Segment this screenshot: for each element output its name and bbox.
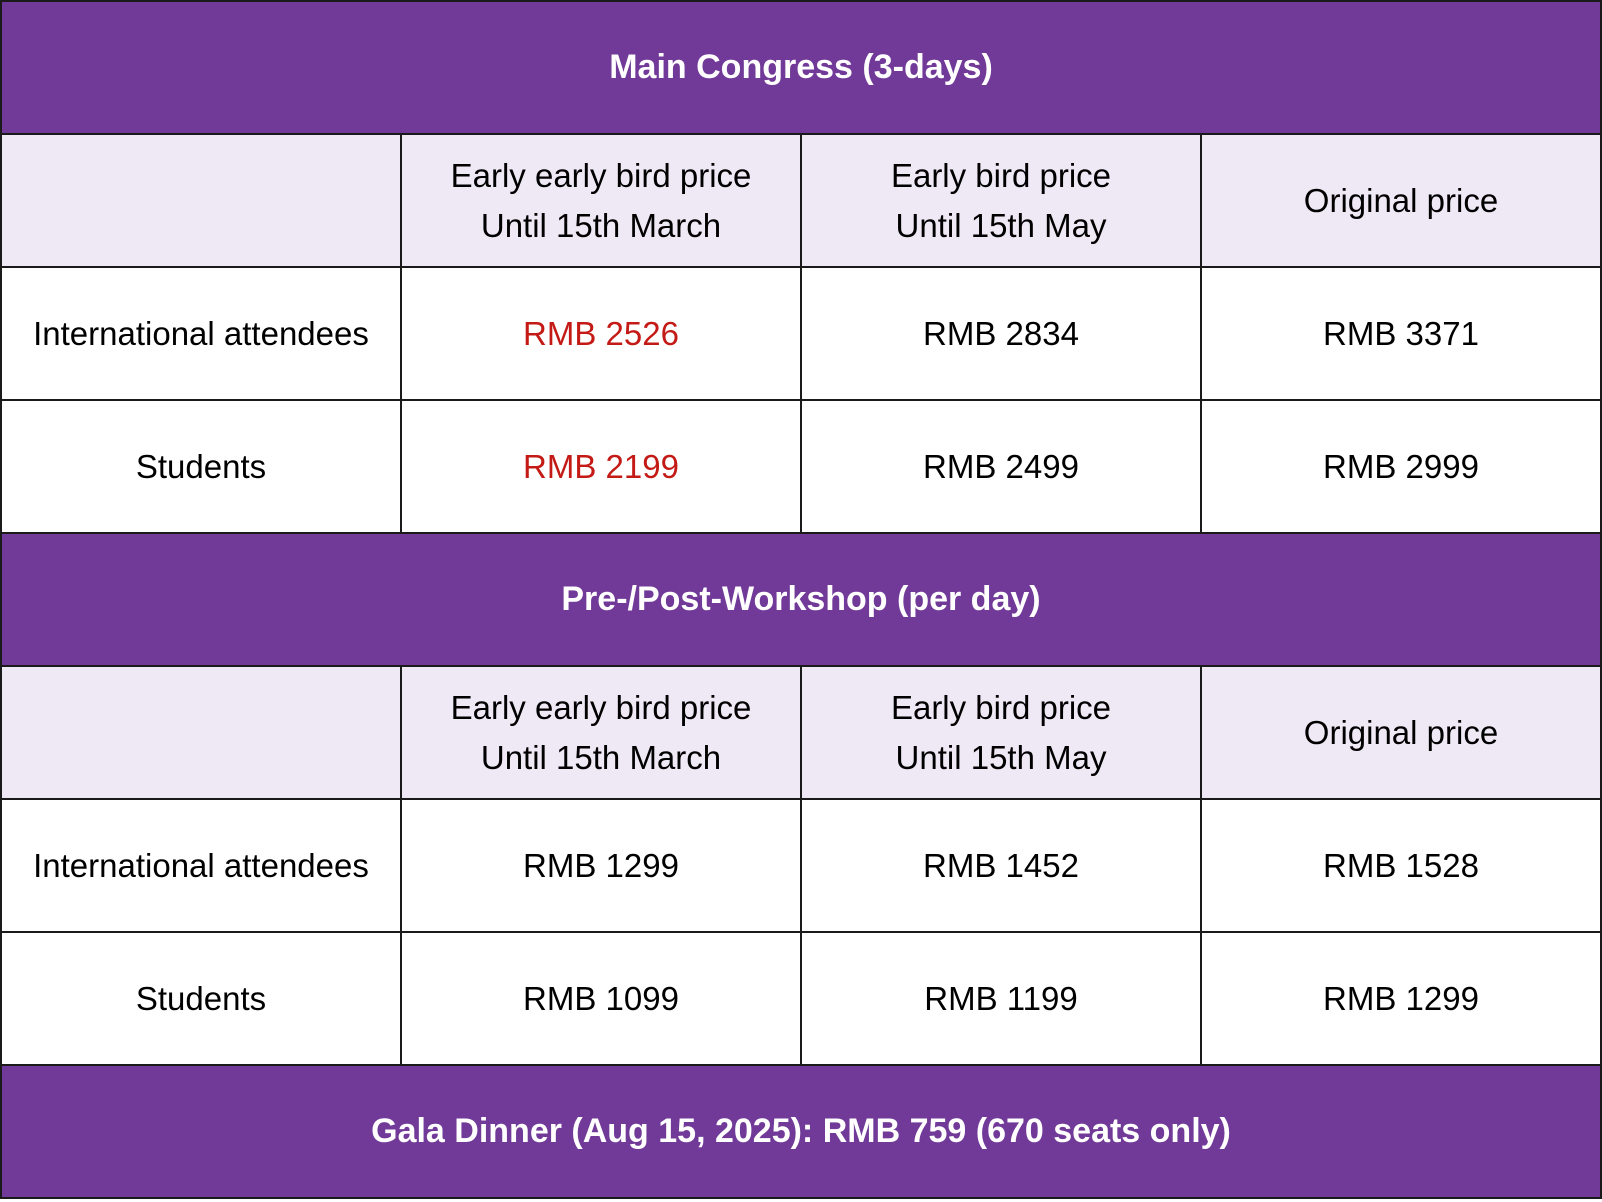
price-cell: RMB 1199 <box>801 932 1201 1065</box>
price-cell: RMB 3371 <box>1201 267 1601 400</box>
header-early-early-bird <box>401 134 801 267</box>
table-row <box>1 267 1601 400</box>
row-label: Students <box>1 400 401 533</box>
price-cell: RMB 2199 <box>401 400 801 533</box>
header-early-early-bird <box>401 666 801 799</box>
row-label: Students <box>1 932 401 1065</box>
gala-dinner-text: Gala Dinner (Aug 15, 2025): RMB 759 (670 seats only) <box>1 1065 1601 1198</box>
gala-dinner-banner <box>1 1065 1601 1198</box>
main-congress-title: Main Congress (3-days) <box>1 1 1601 134</box>
price-cell: RMB 1528 <box>1201 799 1601 932</box>
price-cell: RMB 1299 <box>401 799 801 932</box>
header-deadline: Until 15th May <box>895 206 1107 244</box>
header-empty-cell <box>1 666 401 799</box>
header-deadline: Until 15th March <box>480 738 722 776</box>
price-cell: RMB 2999 <box>1201 400 1601 533</box>
row-label: International attendees <box>1 267 401 400</box>
table-row <box>1 932 1601 1065</box>
header-early-bird <box>801 134 1201 267</box>
header-label: Early early bird price <box>450 689 752 726</box>
price-cell: RMB 1452 <box>801 799 1201 932</box>
workshop-title: Pre-/Post-Workshop (per day) <box>1 533 1601 666</box>
price-cell: RMB 1099 <box>401 932 801 1065</box>
row-label: International attendees <box>1 799 401 932</box>
price-cell: RMB 2526 <box>401 267 801 400</box>
table-row <box>1 799 1601 932</box>
header-original-price: Original price <box>1201 134 1601 267</box>
header-deadline: Until 15th May <box>895 738 1107 776</box>
workshop-header-row <box>1 666 1601 799</box>
main-congress-header-row <box>1 134 1601 267</box>
price-cell: RMB 2499 <box>801 400 1201 533</box>
workshop-banner <box>1 533 1601 666</box>
table-row <box>1 400 1601 533</box>
header-early-bird <box>801 666 1201 799</box>
price-cell: RMB 1299 <box>1201 932 1601 1065</box>
header-original-price: Original price <box>1201 666 1601 799</box>
header-empty-cell <box>1 134 401 267</box>
header-label: Early bird price <box>890 689 1112 726</box>
header-label: Early early bird price <box>450 157 752 194</box>
price-cell: RMB 2834 <box>801 267 1201 400</box>
main-congress-banner <box>1 1 1601 134</box>
header-label: Early bird price <box>890 157 1112 194</box>
header-deadline: Until 15th March <box>480 206 722 244</box>
